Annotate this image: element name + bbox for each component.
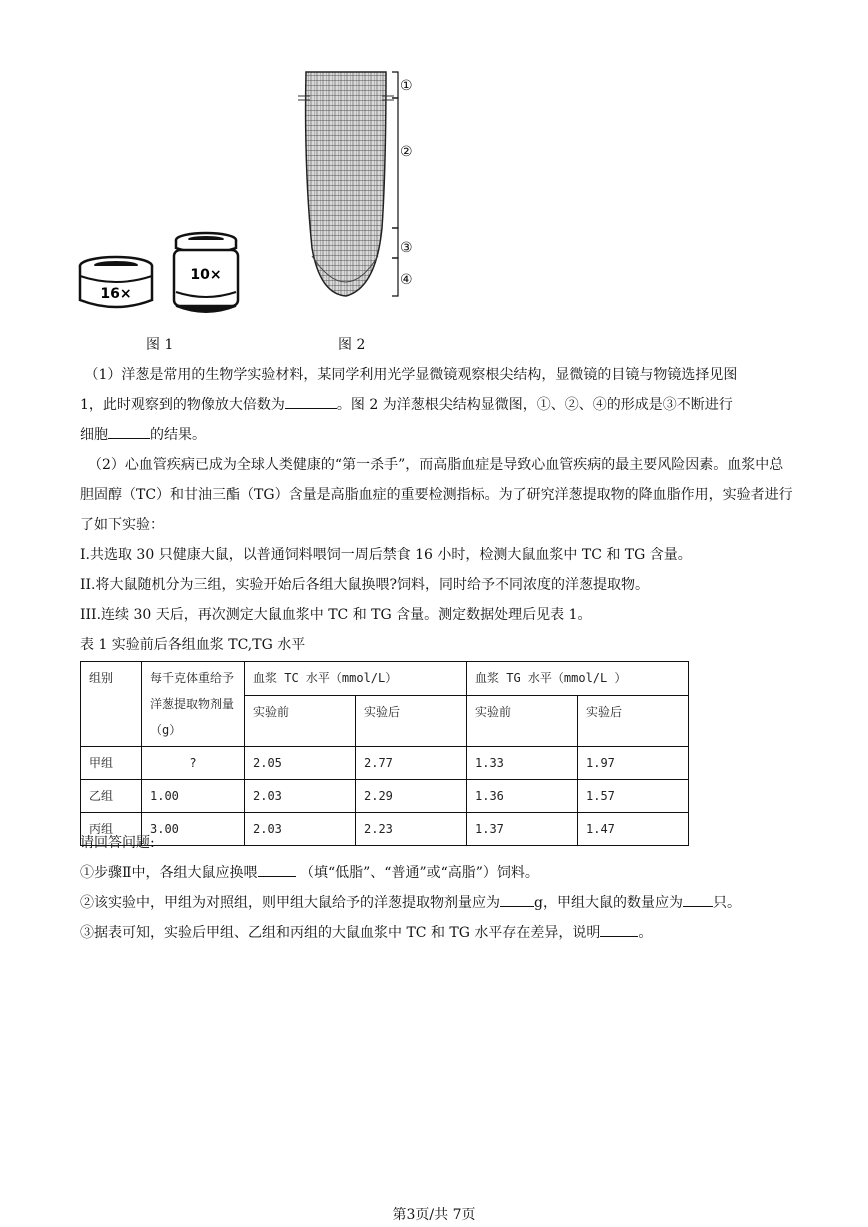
cell-tg-after: 1.97 (578, 747, 689, 780)
objective-10x (174, 233, 238, 312)
zone-brackets (392, 72, 398, 296)
sub-question-1: ①步骤Ⅱ中，各组大鼠应换喂 （填“低脂”、“普通”或“高脂”）饲料。 (80, 858, 795, 888)
header-group: 组别 (81, 662, 142, 747)
data-table (80, 661, 689, 846)
cell-tg-before: 1.37 (467, 813, 578, 846)
figure-2-root-tip (290, 68, 430, 308)
cell-dose: 3.00 (142, 813, 245, 846)
sub-question-2: ②该实验中，甲组为对照组，则甲组大鼠给予的洋葱提取物剂量应为 g，甲组大鼠的数量应为 只。 (80, 888, 795, 918)
page-footer: 第3页/共 7页 (392, 1207, 476, 1223)
zone-label-3: ③ (400, 240, 413, 256)
cell-tg-after: 1.47 (578, 813, 689, 846)
q1-line-1: （1）洋葱是常用的生物学实验材料，某同学利用光学显微镜观察根尖结构，显微镜的目镜与物镜选择见图 (84, 367, 738, 383)
zone-label-4: ④ (400, 272, 413, 288)
zone-label-1: ① (400, 78, 413, 94)
cell-tg-before: 1.33 (467, 747, 578, 780)
table-row (81, 747, 689, 780)
cell-tc-before: 2.05 (245, 747, 356, 780)
answer-blank-count[interactable] (683, 890, 713, 907)
header-tg: 血浆 TG 水平（mmol/L ） (467, 662, 689, 696)
figure-1-lenses (78, 228, 248, 318)
header-tc-before: 实验前 (245, 696, 356, 747)
cell-dose: ? (142, 747, 245, 780)
table-title: 表 1 实验前后各组血浆 TC,TG 水平 (80, 637, 306, 653)
cell-tg-before: 1.36 (467, 780, 578, 813)
cell-tc-before: 2.03 (245, 813, 356, 846)
answer-blank-conclusion[interactable] (600, 920, 638, 937)
q1-line-2: 1，此时观察到的物像放大倍数为 。图 2 为洋葱根尖结构显微图，①、②、④的形成是③不断进行 (80, 390, 795, 420)
svg-text:16×: 16× (100, 286, 132, 302)
table-row (81, 780, 689, 813)
answers-prompt: 请回答问题: (80, 835, 155, 851)
cell-group: 乙组 (81, 780, 142, 813)
cell-tc-after: 2.23 (356, 813, 467, 846)
cell-group: 甲组 (81, 747, 142, 780)
figure-1-caption: 图 1 (146, 337, 174, 353)
cell-tc-before: 2.03 (245, 780, 356, 813)
header-tc-after: 实验后 (356, 696, 467, 747)
q1-line-3: 细胞 的结果。 (80, 420, 795, 450)
eyepiece-16x (80, 257, 152, 307)
cell-dose: 1.00 (142, 780, 245, 813)
header-tc: 血浆 TC 水平（mmol/L） (245, 662, 467, 696)
cell-tg-after: 1.57 (578, 780, 689, 813)
cell-tc-after: 2.77 (356, 747, 467, 780)
sub-question-3: ③据表可知，实验后甲组、乙组和丙组的大鼠血浆中 TC 和 TG 水平存在差异，说明 。 (80, 918, 795, 948)
header-dose: 每千克体重给予洋葱提取物剂量（g） (142, 662, 245, 747)
cell-tc-after: 2.29 (356, 780, 467, 813)
header-tg-before: 实验前 (467, 696, 578, 747)
answer-blank-dose[interactable] (500, 890, 534, 907)
figure-2-caption: 图 2 (338, 337, 366, 353)
zone-label-2: ② (400, 144, 413, 160)
cell-group: 丙组 (81, 813, 142, 846)
header-tg-after: 实验后 (578, 696, 689, 747)
table-header-row (81, 662, 689, 696)
answer-blank-cell-process[interactable] (108, 422, 150, 439)
q2-step-1: I.共选取 30 只健康大鼠，以普通饲料喂饲一周后禁食 16 小时，检测大鼠血浆中 TC 和 TG 含量。 (80, 547, 692, 563)
answer-blank-magnification[interactable] (285, 392, 337, 409)
svg-text:10×: 10× (190, 267, 222, 283)
answer-blank-feed-type[interactable] (258, 860, 296, 877)
q2-step-2: II.将大鼠随机分为三组，实验开始后各组大鼠换喂?饲料，同时给予不同浓度的洋葱提取物。 (80, 577, 650, 593)
q2-step-3: III.连续 30 天后，再次测定大鼠血浆中 TC 和 TG 含量。测定数据处理后见表 1。 (80, 607, 592, 623)
q2-intro: （2）心血管疾病已成为全球人类健康的“第一杀手”，而高脂血症是导致心血管疾病的最主要风险因素。血浆中总胆固醇（TC）和甘油三酯（TG）含量是高脂血症的重要检测指标。为了研究洋葱提取物的降血脂作用，实验者进行了如下实验： (80, 457, 793, 533)
